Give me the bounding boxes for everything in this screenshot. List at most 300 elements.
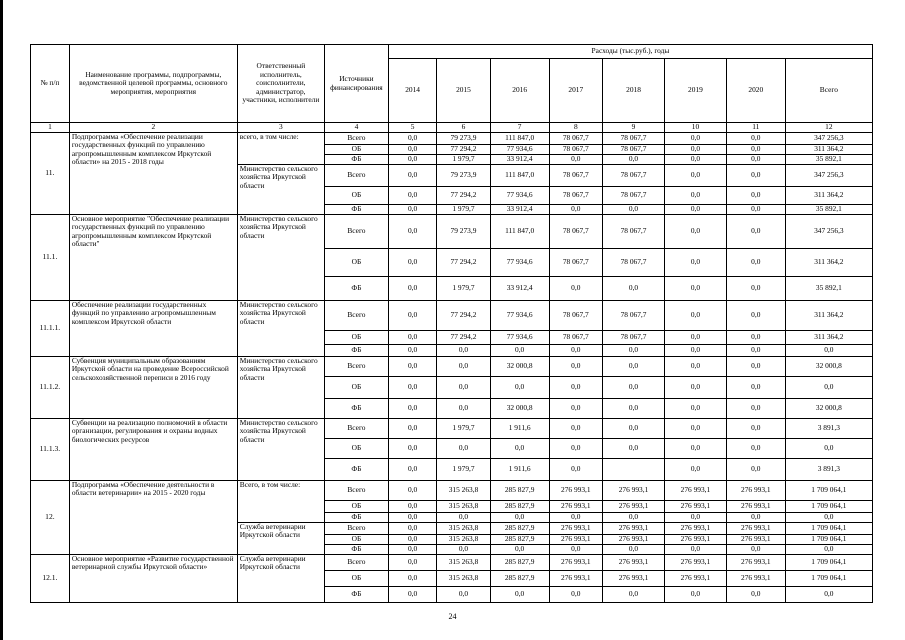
year-value: 0,0 [664, 458, 726, 480]
year-value: 0,0 [388, 534, 436, 544]
total-value: 347 256,3 [785, 164, 872, 186]
funding-source: ФБ [324, 398, 388, 418]
year-value: 276 993,1 [603, 522, 665, 534]
year-value: 33 912,4 [490, 154, 549, 164]
year-value: 0,0 [388, 376, 436, 398]
year-value: 276 993,1 [726, 522, 785, 534]
year-value: 0,0 [388, 276, 436, 300]
year-value: 0,0 [726, 164, 785, 186]
financing-table [30, 44, 873, 603]
table-row [31, 480, 873, 500]
year-value: 0,0 [664, 300, 726, 330]
responsible-executor: Министерство сельского хозяйства Иркутской области [237, 356, 324, 418]
year-value: 0,0 [726, 544, 785, 554]
year-value: 77 934,6 [490, 330, 549, 344]
funding-source: Всего [324, 214, 388, 248]
year-value: 0,0 [388, 330, 436, 344]
year-value: 276 993,1 [726, 554, 785, 570]
row-number: 12.1. [31, 554, 70, 602]
year-value: 77 294,2 [437, 144, 491, 154]
year-value: 78 067,7 [549, 132, 603, 144]
year-value: 0,0 [603, 376, 665, 398]
year-value: 0,0 [603, 356, 665, 376]
year-value: 0,0 [388, 544, 436, 554]
funding-source: Всего [324, 164, 388, 186]
year-value: 79 273,9 [437, 164, 491, 186]
year-value: 0,0 [664, 512, 726, 522]
year-value: 0,0 [726, 248, 785, 276]
year-value: 77 934,6 [490, 248, 549, 276]
year-value: 0,0 [664, 438, 726, 458]
table-row [31, 300, 873, 330]
year-value: 0,0 [664, 418, 726, 438]
year-value: 276 993,1 [603, 570, 665, 586]
header-expenses: Расходы (тыс.руб.), годы [388, 45, 872, 59]
program-name: Подпрограмма «Обеспечение деятельности в области ветеринарии» на 2015 - 2020 годы [69, 480, 237, 554]
year-value: 276 993,1 [726, 480, 785, 500]
year-value: 77 294,2 [437, 248, 491, 276]
year-value: 0,0 [388, 500, 436, 512]
table-row [31, 356, 873, 376]
year-value: 0,0 [388, 344, 436, 356]
year-value: 1 979,7 [437, 418, 491, 438]
year-value: 0,0 [603, 344, 665, 356]
year-value: 276 993,1 [549, 480, 603, 500]
year-value: 0,0 [603, 398, 665, 418]
year-value: 276 993,1 [603, 554, 665, 570]
year-value: 0,0 [437, 438, 491, 458]
year-value: 78 067,7 [549, 248, 603, 276]
year-value: 1 911,6 [490, 458, 549, 480]
header-source: Источники финансирования [324, 45, 388, 123]
year-value: 111 847,0 [490, 214, 549, 248]
year-value: 0,0 [437, 512, 491, 522]
program-name: Субвенции на реализацию полномочий в области организации, регулирования и охраны водных биологических ресурсов [69, 418, 237, 480]
table-row [31, 418, 873, 438]
year-value: 78 067,7 [603, 186, 665, 204]
year-value: 0,0 [388, 418, 436, 438]
funding-source: ОБ [324, 186, 388, 204]
year-value: 0,0 [388, 144, 436, 154]
row-number: 11.1. [31, 214, 70, 300]
year-value: 0,0 [388, 132, 436, 144]
year-value: 0,0 [388, 186, 436, 204]
table-row [31, 554, 873, 570]
responsible-executor: всего, в том числе: [237, 132, 324, 164]
program-name: Подпрограмма «Обеспечение реализации государственных функций по управлению агропромышленным комплексом Иркутской области» на 2015 - 2018 годы [69, 132, 237, 214]
year-value: 0,0 [490, 586, 549, 602]
table-row [31, 132, 873, 144]
year-value: 276 993,1 [549, 500, 603, 512]
funding-source: Всего [324, 554, 388, 570]
year-value: 1 979,7 [437, 458, 491, 480]
year-value: 0,0 [388, 512, 436, 522]
year-value: 77 294,2 [437, 330, 491, 344]
year-value: 0,0 [388, 522, 436, 534]
total-value: 0,0 [785, 376, 872, 398]
responsible-executor: Министерство сельского хозяйства Иркутской области [237, 214, 324, 300]
year-value: 0,0 [388, 300, 436, 330]
column-number: 9 [603, 123, 665, 133]
year-value: 0,0 [437, 344, 491, 356]
year-value: 0,0 [726, 154, 785, 164]
year-value: 0,0 [549, 586, 603, 602]
year-value: 0,0 [664, 132, 726, 144]
page-left-edge [0, 0, 3, 640]
year-value: 0,0 [664, 154, 726, 164]
table-row [31, 214, 873, 248]
year-value: 285 827,9 [490, 570, 549, 586]
total-value: 347 256,3 [785, 132, 872, 144]
funding-source: ОБ [324, 330, 388, 344]
total-value: 35 892,1 [785, 204, 872, 214]
year-value: 276 993,1 [603, 534, 665, 544]
year-value: 78 067,7 [549, 300, 603, 330]
header-year: 2017 [549, 59, 603, 123]
funding-source: ФБ [324, 586, 388, 602]
total-value: 1 709 064,1 [785, 554, 872, 570]
year-value [603, 458, 665, 480]
year-value: 0,0 [664, 164, 726, 186]
year-value: 0,0 [490, 438, 549, 458]
total-value: 32 000,8 [785, 398, 872, 418]
funding-source: ОБ [324, 144, 388, 154]
total-value: 311 364,2 [785, 144, 872, 154]
year-value: 0,0 [388, 204, 436, 214]
year-value: 0,0 [603, 438, 665, 458]
header-responsible: Ответственный исполнитель, соисполнители, администратор, участники, исполнители [237, 45, 324, 123]
row-number: 11. [31, 132, 70, 214]
year-value: 0,0 [726, 458, 785, 480]
header-year: 2020 [726, 59, 785, 123]
year-value: 285 827,9 [490, 480, 549, 500]
year-value: 315 263,8 [437, 480, 491, 500]
year-value: 0,0 [388, 438, 436, 458]
year-value: 78 067,7 [603, 144, 665, 154]
year-value: 0,0 [726, 214, 785, 248]
year-value: 0,0 [726, 438, 785, 458]
year-value: 0,0 [437, 356, 491, 376]
row-number: 11.1.2. [31, 356, 70, 418]
responsible-executor: Служба ветеринарии Иркутской области [237, 554, 324, 602]
year-value: 0,0 [388, 570, 436, 586]
header-year: 2014 [388, 59, 436, 123]
total-value: 32 000,8 [785, 356, 872, 376]
funding-source: ФБ [324, 154, 388, 164]
column-number: 10 [664, 123, 726, 133]
year-value: 0,0 [603, 544, 665, 554]
total-value: 0,0 [785, 586, 872, 602]
year-value: 315 263,8 [437, 570, 491, 586]
year-value: 0,0 [549, 356, 603, 376]
row-number: 12. [31, 480, 70, 554]
year-value: 111 847,0 [490, 164, 549, 186]
total-value: 35 892,1 [785, 276, 872, 300]
column-number: 12 [785, 123, 872, 133]
year-value: 0,0 [603, 418, 665, 438]
row-number: 11.1.3. [31, 418, 70, 480]
funding-source: Всего [324, 418, 388, 438]
year-value: 276 993,1 [726, 570, 785, 586]
year-value: 276 993,1 [549, 522, 603, 534]
column-number: 3 [237, 123, 324, 133]
year-value: 32 000,8 [490, 398, 549, 418]
year-value: 0,0 [664, 144, 726, 154]
funding-source: ОБ [324, 376, 388, 398]
year-value: 1 979,7 [437, 204, 491, 214]
year-value: 276 993,1 [664, 554, 726, 570]
year-value: 0,0 [664, 586, 726, 602]
total-value: 0,0 [785, 512, 872, 522]
total-value: 311 364,2 [785, 186, 872, 204]
year-value: 78 067,7 [549, 144, 603, 154]
year-value: 0,0 [726, 376, 785, 398]
year-value: 0,0 [388, 154, 436, 164]
year-value: 78 067,7 [603, 214, 665, 248]
funding-source: ФБ [324, 276, 388, 300]
year-value: 0,0 [388, 248, 436, 276]
year-value: 276 993,1 [549, 554, 603, 570]
year-value: 0,0 [726, 418, 785, 438]
year-value: 0,0 [388, 164, 436, 186]
year-value: 0,0 [664, 204, 726, 214]
column-number: 2 [69, 123, 237, 133]
year-value: 0,0 [664, 376, 726, 398]
year-value: 276 993,1 [664, 534, 726, 544]
year-value: 0,0 [664, 276, 726, 300]
year-value: 0,0 [388, 356, 436, 376]
total-value: 3 891,3 [785, 458, 872, 480]
year-value: 315 263,8 [437, 500, 491, 512]
header-year: 2016 [490, 59, 549, 123]
funding-source: Всего [324, 356, 388, 376]
page-number: 24 [448, 612, 457, 621]
header-year: 2019 [664, 59, 726, 123]
header-name: Наименование программы, подпрограммы, ведомственной целевой программы, основного мероприятия, мероприятия [69, 45, 237, 123]
year-value: 276 993,1 [603, 480, 665, 500]
year-value: 78 067,7 [549, 214, 603, 248]
header-total: Всего [785, 59, 872, 123]
year-value: 0,0 [549, 458, 603, 480]
funding-source: ОБ [324, 534, 388, 544]
year-value: 0,0 [388, 480, 436, 500]
year-value: 0,0 [549, 438, 603, 458]
year-value: 77 934,6 [490, 186, 549, 204]
total-value: 0,0 [785, 544, 872, 554]
year-value: 285 827,9 [490, 522, 549, 534]
year-value: 0,0 [726, 356, 785, 376]
year-value: 0,0 [388, 458, 436, 480]
program-name: Основное мероприятие "Обеспечение реализации государственных функций по управлению агропромышленным комплексом Иркутской области" [69, 214, 237, 300]
year-value: 276 993,1 [664, 500, 726, 512]
year-value: 0,0 [603, 154, 665, 164]
year-value: 0,0 [437, 376, 491, 398]
program-name: Основное мероприятие «Развитие государственной ветеринарной службы Иркутской области» [69, 554, 237, 602]
year-value: 0,0 [437, 398, 491, 418]
year-value: 0,0 [603, 276, 665, 300]
year-value: 0,0 [726, 204, 785, 214]
year-value: 111 847,0 [490, 132, 549, 144]
total-value: 3 891,3 [785, 418, 872, 438]
year-value: 78 067,7 [549, 330, 603, 344]
year-value: 1 979,7 [437, 276, 491, 300]
year-value: 0,0 [726, 186, 785, 204]
year-value: 276 993,1 [726, 500, 785, 512]
total-value: 1 709 064,1 [785, 534, 872, 544]
year-value: 315 263,8 [437, 522, 491, 534]
year-value: 315 263,8 [437, 534, 491, 544]
year-value: 0,0 [726, 512, 785, 522]
column-number: 7 [490, 123, 549, 133]
funding-source: Всего [324, 480, 388, 500]
total-value: 0,0 [785, 344, 872, 356]
year-value: 78 067,7 [603, 330, 665, 344]
total-value: 35 892,1 [785, 154, 872, 164]
year-value: 33 912,4 [490, 204, 549, 214]
year-value: 0,0 [603, 512, 665, 522]
year-value: 78 067,7 [603, 164, 665, 186]
year-value: 0,0 [549, 344, 603, 356]
year-value: 0,0 [726, 330, 785, 344]
year-value: 78 067,7 [549, 186, 603, 204]
year-value: 0,0 [726, 586, 785, 602]
funding-source: ФБ [324, 458, 388, 480]
year-value: 0,0 [726, 276, 785, 300]
year-value: 1 979,7 [437, 154, 491, 164]
year-value: 0,0 [664, 544, 726, 554]
year-value: 0,0 [490, 344, 549, 356]
column-number: 8 [549, 123, 603, 133]
year-value: 285 827,9 [490, 500, 549, 512]
funding-source: Всего [324, 522, 388, 534]
program-name: Обеспечение реализации государственных функций по управлению агропромышленным комплексом Иркутской области [69, 300, 237, 356]
total-value: 311 364,2 [785, 248, 872, 276]
year-value: 276 993,1 [664, 480, 726, 500]
year-value: 276 993,1 [549, 570, 603, 586]
header-num: № п/п [31, 45, 70, 123]
year-value: 315 263,8 [437, 554, 491, 570]
responsible-executor: Служба ветеринарии Иркутской области [237, 522, 324, 554]
year-value: 0,0 [664, 248, 726, 276]
funding-source: Всего [324, 300, 388, 330]
year-value: 78 067,7 [603, 248, 665, 276]
column-number: 1 [31, 123, 70, 133]
year-value: 276 993,1 [664, 570, 726, 586]
header-year: 2015 [437, 59, 491, 123]
total-value: 1 709 064,1 [785, 522, 872, 534]
year-value: 0,0 [388, 586, 436, 602]
year-value: 0,0 [726, 300, 785, 330]
year-value: 78 067,7 [603, 300, 665, 330]
year-value: 0,0 [664, 330, 726, 344]
funding-source: ФБ [324, 512, 388, 522]
year-value: 78 067,7 [549, 164, 603, 186]
year-value: 0,0 [726, 398, 785, 418]
year-value: 0,0 [388, 398, 436, 418]
year-value: 78 067,7 [603, 132, 665, 144]
year-value: 79 273,9 [437, 214, 491, 248]
year-value: 0,0 [664, 344, 726, 356]
year-value: 1 911,6 [490, 418, 549, 438]
year-value: 77 934,6 [490, 144, 549, 154]
year-value: 0,0 [549, 512, 603, 522]
year-value: 0,0 [549, 544, 603, 554]
header-year: 2018 [603, 59, 665, 123]
year-value: 0,0 [664, 398, 726, 418]
total-value: 1 709 064,1 [785, 480, 872, 500]
year-value: 285 827,9 [490, 554, 549, 570]
total-value: 1 709 064,1 [785, 500, 872, 512]
row-number: 11.1.1. [31, 300, 70, 356]
column-number: 4 [324, 123, 388, 133]
total-value: 347 256,3 [785, 214, 872, 248]
total-value: 311 364,2 [785, 300, 872, 330]
total-value: 311 364,2 [785, 330, 872, 344]
year-value: 276 993,1 [664, 522, 726, 534]
year-value: 0,0 [549, 276, 603, 300]
year-value: 276 993,1 [726, 534, 785, 544]
year-value: 0,0 [490, 544, 549, 554]
funding-source: ОБ [324, 438, 388, 458]
year-value: 0,0 [549, 154, 603, 164]
year-value: 0,0 [726, 144, 785, 154]
funding-source: ОБ [324, 570, 388, 586]
funding-source: ФБ [324, 544, 388, 554]
year-value: 0,0 [490, 376, 549, 398]
funding-source: ФБ [324, 204, 388, 214]
year-value: 32 000,8 [490, 356, 549, 376]
funding-source: ФБ [324, 344, 388, 356]
year-value: 0,0 [549, 418, 603, 438]
year-value: 0,0 [549, 204, 603, 214]
year-value: 0,0 [437, 544, 491, 554]
year-value: 0,0 [388, 554, 436, 570]
program-name: Субвенция муниципальным образованиям Иркутской области на проведение Всероссийской сельскохозяйственной переписи в 2016 году [69, 356, 237, 418]
year-value: 0,0 [490, 512, 549, 522]
year-value: 0,0 [603, 204, 665, 214]
responsible-executor: Министерство сельского хозяйства Иркутской области [237, 300, 324, 356]
column-number: 6 [437, 123, 491, 133]
year-value: 0,0 [664, 356, 726, 376]
year-value: 0,0 [726, 132, 785, 144]
funding-source: Всего [324, 132, 388, 144]
total-value: 1 709 064,1 [785, 570, 872, 586]
funding-source: ОБ [324, 248, 388, 276]
responsible-executor: Министерство сельского хозяйства Иркутской области [237, 418, 324, 480]
year-value: 77 294,2 [437, 186, 491, 204]
year-value: 0,0 [726, 344, 785, 356]
column-number: 5 [388, 123, 436, 133]
year-value: 79 273,9 [437, 132, 491, 144]
year-value: 77 934,6 [490, 300, 549, 330]
year-value: 276 993,1 [603, 500, 665, 512]
column-number: 11 [726, 123, 785, 133]
year-value: 0,0 [603, 586, 665, 602]
year-value: 0,0 [664, 214, 726, 248]
year-value: 33 912,4 [490, 276, 549, 300]
total-value: 0,0 [785, 438, 872, 458]
year-value: 77 294,2 [437, 300, 491, 330]
year-value: 276 993,1 [549, 534, 603, 544]
year-value: 0,0 [549, 376, 603, 398]
responsible-executor: Всего, в том числе: [237, 480, 324, 522]
responsible-executor: Министерство сельского хозяйства Иркутской области [237, 164, 324, 214]
year-value: 0,0 [549, 398, 603, 418]
year-value: 0,0 [664, 186, 726, 204]
year-value: 285 827,9 [490, 534, 549, 544]
year-value: 0,0 [437, 586, 491, 602]
funding-source: ОБ [324, 500, 388, 512]
